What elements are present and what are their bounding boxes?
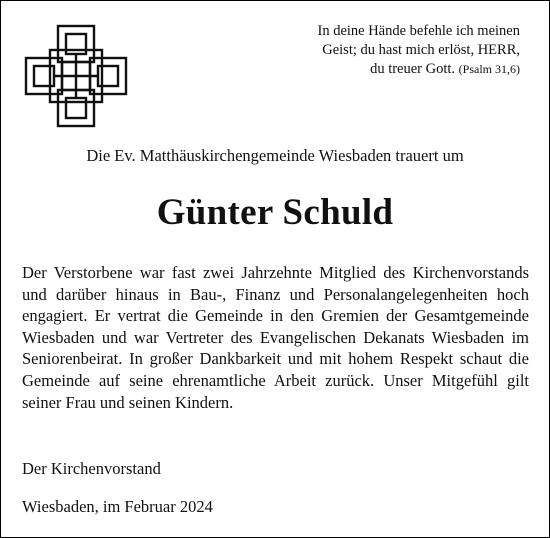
signature: Der Kirchenvorstand bbox=[22, 459, 161, 478]
place-date: Wiesbaden, im Februar 2024 bbox=[22, 497, 213, 516]
psalm-line-3 bbox=[270, 60, 520, 79]
psalm-line-2: Geist; du hast mich erlöst, HERR, bbox=[322, 42, 520, 58]
tribute-paragraph: Der Verstorbene war fast zwei Jahrzehnte Mitglied des Kirchenvorstands und darüber hinaus in Bau-, Finanz und Personalangelegenheiten hoch engagiert. Er vertrat die Gemeinde in den Gremien der Gesamtgemeinde Wiesbaden und war Vertreter des Evangelischen Dekanats Wiesbaden im Seniorenbeirat. In großer Dankbarkeit und mit hohem Respekt schaut die Gemeinde auf seine ehrenamtliche Arbeit zurück. Unser Mitgefühl gilt seiner Frau und seinen Kindern. bbox=[22, 263, 529, 412]
psalm-line-3-text: du treuer Gott. bbox=[370, 61, 456, 77]
interlaced-cross-icon bbox=[24, 24, 128, 128]
deceased-name: Günter Schuld bbox=[156, 192, 394, 233]
intro-line: Die Ev. Matthäuskirchengemeinde Wiesbaden trauert um bbox=[86, 146, 464, 165]
psalm-line-1: In deine Hände befehle ich meinen bbox=[317, 23, 520, 39]
psalm-reference: (Psalm 31,6) bbox=[458, 62, 520, 76]
psalm-quote bbox=[270, 22, 520, 79]
